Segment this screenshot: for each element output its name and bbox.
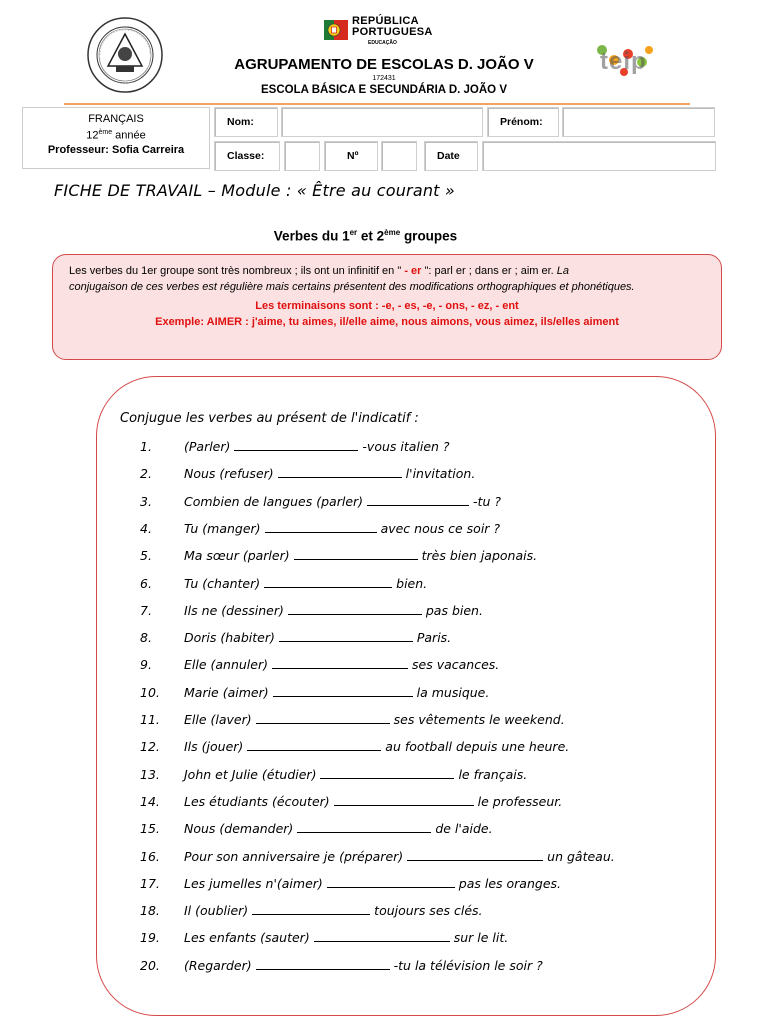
exercise-item bbox=[140, 655, 499, 675]
exercise-continuation: le professeur. bbox=[477, 793, 563, 809]
exercise-continuation: bien. bbox=[396, 575, 428, 591]
gov-line1: REPÚBLICA bbox=[352, 15, 419, 27]
date-input[interactable] bbox=[482, 141, 716, 171]
answer-blank[interactable] bbox=[327, 874, 455, 888]
exercise-continuation: sur le lit. bbox=[453, 930, 509, 946]
grade-number: 12 bbox=[86, 129, 99, 142]
exercise-number: 4. bbox=[140, 520, 152, 536]
exercise-number: 9. bbox=[140, 657, 152, 673]
exercise-item bbox=[140, 737, 569, 757]
section-title bbox=[0, 228, 731, 244]
exercise-item bbox=[140, 901, 483, 921]
exercise-item bbox=[140, 819, 493, 839]
exercise-number: 6. bbox=[140, 575, 152, 591]
exercise-prompt: Ils ne (dessiner) bbox=[184, 602, 284, 618]
exercise-prompt: (Regarder) bbox=[184, 957, 252, 973]
exercise-continuation: de l'aide. bbox=[435, 821, 493, 837]
answer-blank[interactable] bbox=[234, 437, 358, 451]
exercise-item bbox=[140, 492, 501, 512]
rule-line1-c: La bbox=[553, 265, 570, 277]
exercise-prompt: Elle (annuler) bbox=[184, 657, 268, 673]
prenom-input[interactable] bbox=[562, 107, 715, 137]
answer-blank[interactable] bbox=[256, 710, 390, 724]
rule-line1-b: ": parl er ; dans er ; aim er. bbox=[424, 265, 554, 277]
exercise-item bbox=[140, 628, 451, 648]
exercise-item bbox=[140, 519, 500, 539]
grade-suffix: ème bbox=[98, 129, 113, 136]
exercise-item bbox=[140, 956, 543, 976]
answer-blank[interactable] bbox=[272, 655, 408, 669]
subject-box bbox=[22, 107, 210, 169]
subject-name: FRANÇAIS bbox=[88, 113, 144, 125]
answer-blank[interactable] bbox=[273, 683, 413, 697]
exercise-number: 15. bbox=[140, 821, 160, 837]
exercise-continuation: pas bien. bbox=[425, 602, 483, 618]
exercise-prompt: Doris (habiter) bbox=[184, 630, 275, 646]
date-label: Date bbox=[424, 141, 478, 171]
exercise-number: 16. bbox=[140, 848, 160, 864]
exercise-prompt: Elle (laver) bbox=[184, 712, 252, 727]
exercise-prompt: Les jumelles n'(aimer) bbox=[184, 875, 323, 891]
exercise-continuation: le français. bbox=[458, 766, 528, 782]
exercise-continuation: ses vêtements le weekend. bbox=[393, 712, 565, 727]
nom-input[interactable] bbox=[281, 107, 483, 137]
exercise-prompt: Ma sœur (parler) bbox=[184, 548, 290, 564]
teacher-name: Professeur: Sofia Carreira bbox=[47, 143, 185, 156]
exercise-continuation: pas les oranges. bbox=[458, 875, 561, 891]
exercise-item bbox=[140, 792, 562, 812]
exercise-prompt: Pour son anniversaire je (préparer) bbox=[184, 848, 404, 864]
exercise-continuation: très bien japonais. bbox=[421, 548, 538, 564]
exercise-item bbox=[140, 546, 537, 566]
exercise-prompt: Tu (chanter) bbox=[184, 575, 261, 591]
exercise-number: 5. bbox=[140, 548, 152, 564]
grammar-rule-box bbox=[52, 254, 722, 360]
worksheet-title: FICHE DE TRAVAIL – Module : « Être au courant » bbox=[54, 181, 455, 200]
classe-input[interactable] bbox=[284, 141, 320, 171]
exercise-item bbox=[140, 464, 475, 484]
rule-line1-a: Les verbes du 1er groupe sont très nombreux ; ils ont un infinitif en " bbox=[69, 265, 402, 277]
exercise-prompt: Combien de langues (parler) bbox=[184, 493, 364, 509]
exercise-prompt: (Parler) bbox=[184, 439, 231, 454]
exercise-item bbox=[140, 437, 450, 457]
exercise-continuation: un gâteau. bbox=[547, 848, 615, 864]
exercise-number: 10. bbox=[140, 684, 160, 700]
exercise-number: 13. bbox=[140, 766, 160, 782]
exercise-item bbox=[140, 874, 561, 894]
numero-input[interactable] bbox=[381, 141, 417, 171]
exercise-item bbox=[140, 710, 565, 730]
section-title-sup2: ème bbox=[384, 228, 401, 237]
answer-blank[interactable] bbox=[294, 546, 418, 560]
exercise-number: 20. bbox=[140, 957, 160, 973]
answer-blank[interactable] bbox=[297, 819, 431, 833]
exercise-continuation: -vous italien ? bbox=[362, 439, 450, 454]
rule-endings: Les terminaisons sont : -e, - es, -e, - ons, - ez, - ent bbox=[255, 300, 519, 312]
exercise-number: 19. bbox=[140, 930, 160, 946]
school-name: AGRUPAMENTO DE ESCOLAS D. JOÃO V bbox=[234, 56, 534, 73]
exercise-prompt: Nous (demander) bbox=[184, 821, 294, 837]
section-title-part3: groupes bbox=[400, 228, 458, 244]
school-subtitle: ESCOLA BÁSICA E SECUNDÁRIA D. JOÃO V bbox=[261, 84, 507, 96]
exercise-prompt: Les étudiants (écouter) bbox=[184, 793, 330, 809]
answer-blank[interactable] bbox=[288, 601, 422, 615]
answer-blank[interactable] bbox=[256, 956, 390, 970]
exercise-prompt: Marie (aimer) bbox=[184, 684, 269, 700]
answer-blank[interactable] bbox=[252, 901, 370, 915]
exercise-instruction: Conjugue les verbes au présent de l'indicatif : bbox=[120, 411, 419, 426]
exercise-continuation: Paris. bbox=[416, 630, 452, 646]
grade-word: année bbox=[115, 129, 146, 142]
exercise-prompt: Il (oublier) bbox=[184, 903, 249, 919]
exercise-continuation: -tu ? bbox=[473, 493, 501, 509]
school-code: 172431 bbox=[372, 75, 396, 82]
answer-blank[interactable] bbox=[265, 519, 377, 533]
teip-text: teip bbox=[600, 48, 647, 75]
rule-line-2: conjugaison de ces verbes est régulière mais certains présentent des modifications orthographiques et phonétiques. bbox=[69, 281, 635, 293]
exercise-number: 17. bbox=[140, 875, 160, 891]
nom-label: Nom: bbox=[214, 107, 278, 137]
header-divider bbox=[64, 103, 690, 105]
exercise-number: 8. bbox=[140, 630, 152, 646]
answer-blank[interactable] bbox=[320, 765, 454, 779]
section-title-sup1: er bbox=[349, 228, 358, 237]
answer-blank[interactable] bbox=[278, 464, 402, 478]
gov-line2: PORTUGUESA bbox=[352, 26, 433, 38]
section-title-part1: Verbes du 1 bbox=[273, 228, 350, 244]
exercise-item bbox=[140, 928, 508, 948]
republica-portuguesa-logo bbox=[322, 16, 442, 50]
rule-line-1 bbox=[69, 263, 705, 279]
exercise-continuation: au football depuis une heure. bbox=[385, 739, 570, 755]
prenom-label: Prénom: bbox=[487, 107, 559, 137]
answer-blank[interactable] bbox=[367, 492, 469, 506]
exercise-number: 18. bbox=[140, 903, 160, 919]
answer-blank[interactable] bbox=[407, 847, 543, 861]
exercise-item bbox=[140, 765, 527, 785]
exercise-prompt: Nous (refuser) bbox=[184, 466, 274, 482]
rule-example: Exemple: AIMER : j'aime, tu aimes, il/elle aime, nous aimons, vous aimez, ils/elles aiment bbox=[155, 316, 619, 328]
exercise-continuation: la musique. bbox=[416, 684, 490, 700]
exercise-continuation: l'invitation. bbox=[405, 466, 476, 482]
answer-blank[interactable] bbox=[247, 737, 381, 751]
classe-label: Classe: bbox=[214, 141, 280, 171]
exercise-item bbox=[140, 847, 615, 867]
exercise-item bbox=[140, 574, 427, 594]
answer-blank[interactable] bbox=[264, 574, 392, 588]
school-seal-logo bbox=[86, 16, 164, 94]
exercise-prompt: Les enfants (sauter) bbox=[184, 930, 310, 946]
subject-grade bbox=[23, 126, 209, 143]
exercise-number: 7. bbox=[140, 602, 152, 618]
exercise-number: 12. bbox=[140, 739, 160, 755]
exercise-continuation: toujours ses clés. bbox=[374, 903, 483, 919]
exercise-number: 3. bbox=[140, 493, 152, 509]
answer-blank[interactable] bbox=[314, 928, 450, 942]
exercise-number: 1. bbox=[140, 439, 152, 454]
exercise-number: 11. bbox=[140, 712, 160, 727]
exercise-prompt: Tu (manger) bbox=[184, 520, 261, 536]
exercise-prompt: John et Julie (étudier) bbox=[184, 766, 317, 782]
answer-blank[interactable] bbox=[334, 792, 474, 806]
rule-er-highlight: - er bbox=[401, 265, 425, 277]
answer-blank[interactable] bbox=[279, 628, 413, 642]
exercise-number: 2. bbox=[140, 466, 152, 482]
numero-label: Nº bbox=[324, 141, 378, 171]
exercise-continuation: -tu la télévision le soir ? bbox=[393, 957, 543, 973]
exercise-item bbox=[140, 601, 483, 621]
exercise-item bbox=[140, 683, 489, 703]
exercise-continuation: avec nous ce soir ? bbox=[380, 520, 501, 536]
gov-line3: EDUCAÇÃO bbox=[368, 40, 397, 46]
exercise-prompt: Ils (jouer) bbox=[184, 739, 244, 755]
section-title-part2: et 2 bbox=[357, 228, 385, 244]
exercise-number: 14. bbox=[140, 793, 160, 809]
exercise-continuation: ses vacances. bbox=[412, 657, 500, 673]
